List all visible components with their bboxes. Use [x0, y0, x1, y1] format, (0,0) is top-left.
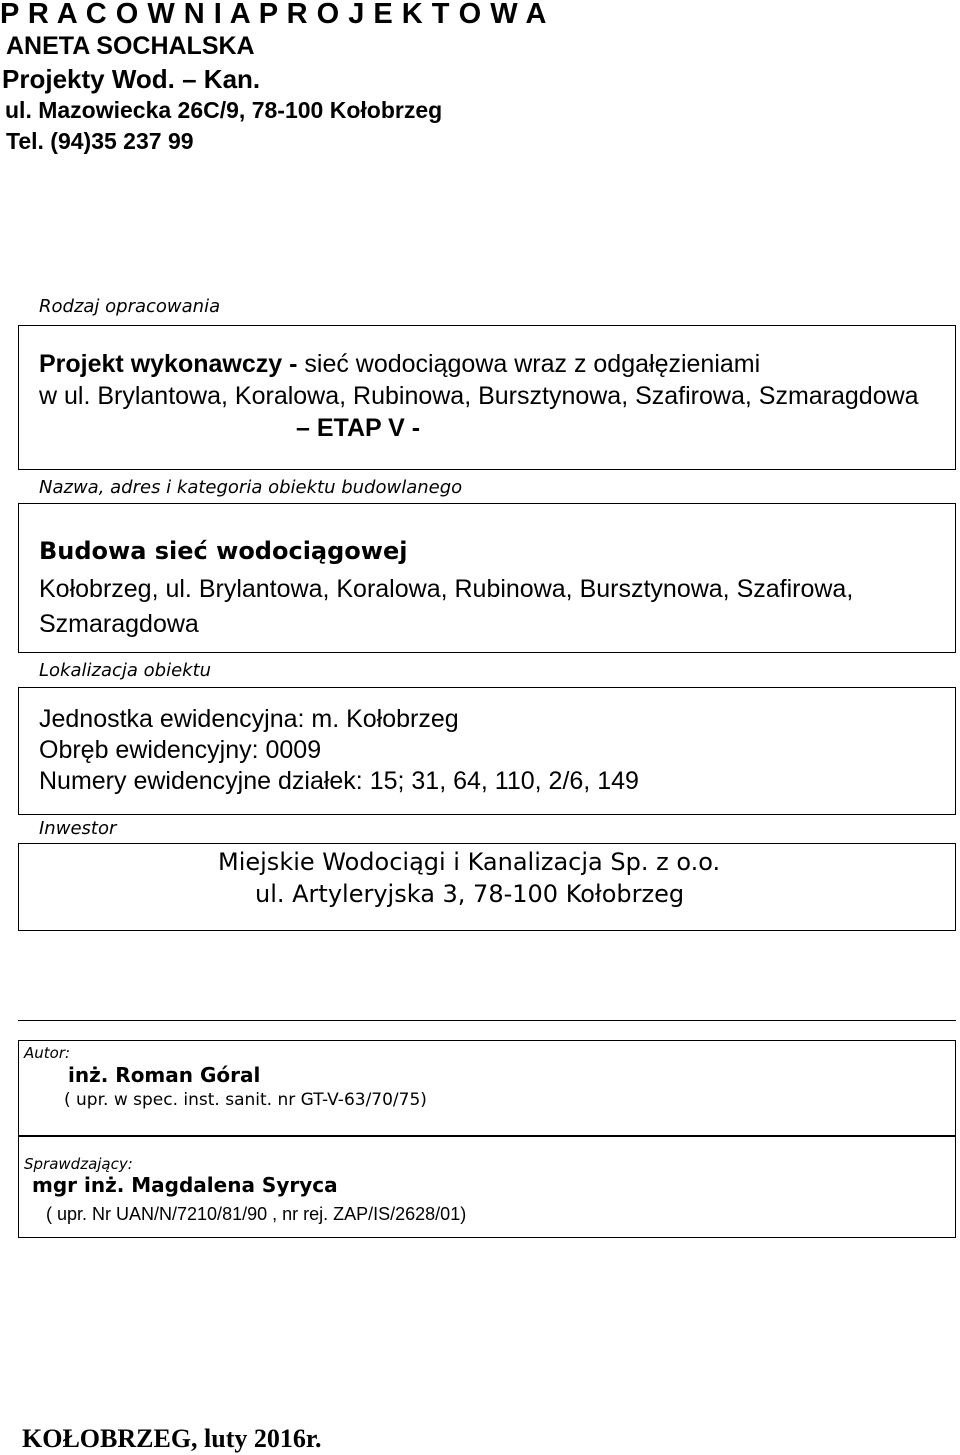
section-label-lokalizacja: Lokalizacja obiektu	[39, 660, 212, 681]
object-name: Budowa sieć wodociągowej	[39, 537, 408, 565]
autor-label: Autor:	[24, 1044, 71, 1062]
object-address-line2: Szmaragdowa	[39, 610, 199, 638]
object-address-line1: Kołobrzeg, ul. Brylantowa, Koralowa, Rubinowa, Bursztynowa, Szafirowa,	[39, 575, 854, 603]
project-type-line	[39, 350, 760, 379]
section-label-opracowanie: Rodzaj opracowania	[39, 296, 221, 317]
jednostka-ewidencyjna: Jednostka ewidencyjna: m. Kołobrzeg	[39, 705, 459, 733]
investor-address: ul. Artyleryjska 3, 78-100 Kołobrzeg	[255, 880, 685, 908]
autor-box	[18, 1040, 956, 1136]
specialty: Projekty Wod. – Kan.	[2, 64, 261, 94]
sprawdzajacy-name: mgr inż. Magdalena Syryca	[32, 1173, 338, 1197]
numery-dzialek: Numery ewidencyjne działek: 15; 31, 64, 110, 2/6, 149	[39, 767, 639, 795]
autor-license: ( upr. w spec. inst. sanit. nr GT-V-63/70/75)	[64, 1090, 427, 1110]
company-phone: Tel. (94)35 237 99	[6, 128, 194, 154]
project-type-rest: sieć wodociągowa wraz z odgałęzieniami	[304, 350, 761, 378]
company-name: P R A C O W N I A P R O J E K T O W A	[0, 0, 547, 30]
company-address: ul. Mazowiecka 26C/9, 78-100 Kołobrzeg	[5, 97, 443, 123]
autor-name: inż. Roman Góral	[68, 1063, 261, 1087]
separator-line	[18, 1020, 956, 1021]
sprawdzajacy-license: ( upr. Nr UAN/N/7210/81/90 , nr rej. ZAP/IS/2628/01)	[46, 1204, 467, 1224]
section-label-obiekt: Nazwa, adres i kategoria obiektu budowlanego	[39, 477, 463, 498]
project-type-bold: Projekt wykonawczy -	[39, 350, 298, 378]
owner-name: ANETA SOCHALSKA	[6, 32, 255, 60]
obreb-ewidencyjny: Obręb ewidencyjny: 0009	[39, 736, 322, 764]
place-date: KOŁOBRZEG, luty 2016r.	[22, 1424, 322, 1453]
sprawdzajacy-label: Sprawdzający:	[24, 1155, 133, 1173]
investor-name: Miejskie Wodociągi i Kanalizacja Sp. z o.o.	[218, 848, 721, 876]
project-stage: – ETAP V -	[296, 414, 421, 442]
project-streets: w ul. Brylantowa, Koralowa, Rubinowa, Bursztynowa, Szafirowa, Szmaragdowa	[39, 382, 919, 410]
section-label-inwestor: Inwestor	[39, 818, 117, 839]
